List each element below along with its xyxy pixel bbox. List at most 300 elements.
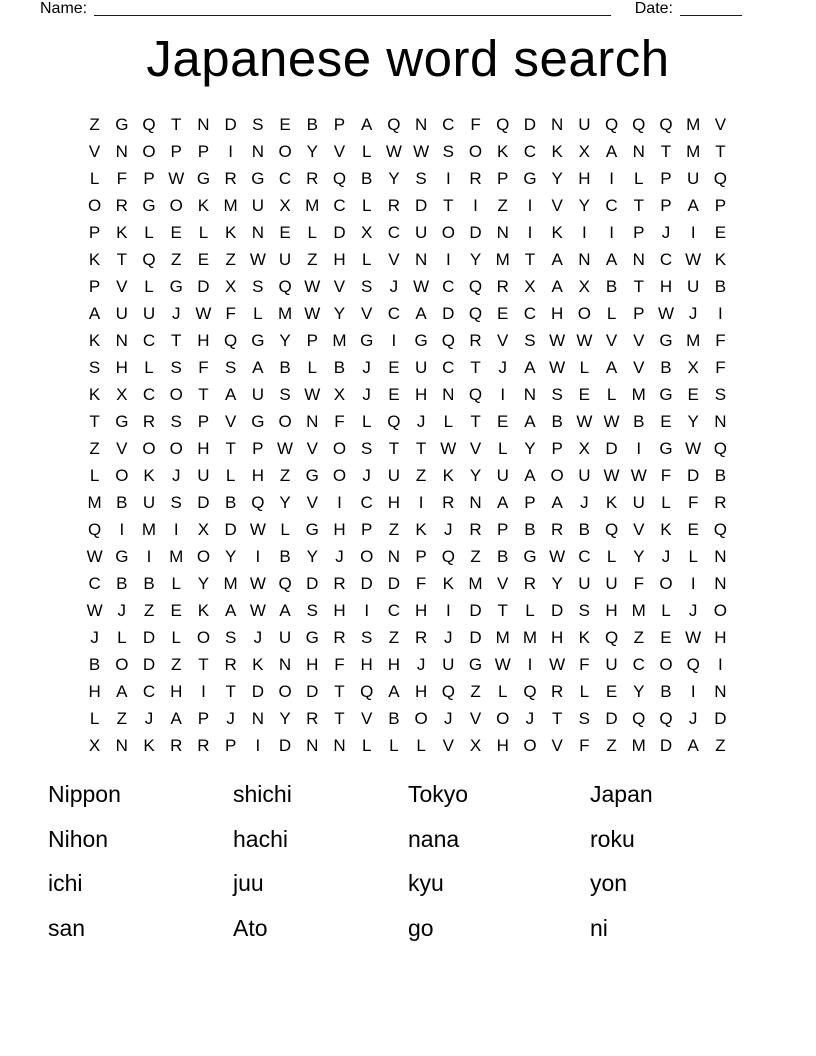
grid-cell: U xyxy=(442,655,455,674)
grid-cell: Q xyxy=(224,331,238,350)
grid-cell: W xyxy=(86,601,103,620)
grid-cell: S xyxy=(361,439,373,458)
grid-cell: L xyxy=(606,304,617,323)
grid-cell: S xyxy=(578,601,591,620)
word-list xyxy=(48,772,768,951)
word-list-item: san xyxy=(48,914,86,941)
grid-cell: F xyxy=(660,466,672,485)
grid-cell: R xyxy=(306,169,319,188)
grid-cell: S xyxy=(170,493,182,512)
grid-cell: X xyxy=(578,277,591,296)
grid-cell: L xyxy=(171,628,181,647)
grid-cell: C xyxy=(142,682,156,701)
grid-cell: W xyxy=(494,655,511,674)
grid-cell: M xyxy=(223,196,238,215)
grid-cell: S xyxy=(442,142,454,161)
grid-cell: J xyxy=(416,412,426,431)
grid-cell: S xyxy=(279,385,291,404)
grid-cell: S xyxy=(170,358,182,377)
grid-cell: N xyxy=(442,385,455,404)
grid-cell: Q xyxy=(496,115,510,134)
grid-cell: T xyxy=(633,277,644,296)
grid-cell: N xyxy=(496,223,509,242)
word-list-item: Nihon xyxy=(48,825,109,852)
grid-cell: D xyxy=(197,493,210,512)
grid-cell: U xyxy=(496,466,509,485)
grid-cell: I xyxy=(473,196,478,215)
grid-cell: H xyxy=(88,682,101,701)
grid-cell: H xyxy=(714,628,727,647)
grid-cell: T xyxy=(715,142,726,161)
grid-cell: B xyxy=(388,709,400,728)
grid-cell: K xyxy=(714,250,727,269)
grid-cell: Y xyxy=(469,250,482,269)
grid-cell: O xyxy=(278,142,292,161)
grid-cell: W xyxy=(685,439,702,458)
grid-cell: X xyxy=(578,439,591,458)
grid-cell: E xyxy=(197,250,210,269)
grid-cell: H xyxy=(387,655,401,674)
grid-cell: D xyxy=(605,709,618,728)
grid-cell: C xyxy=(88,574,101,593)
grid-cell: R xyxy=(414,628,428,647)
grid-cell: C xyxy=(360,493,373,512)
grid-cell: Y xyxy=(333,304,346,323)
grid-cell: L xyxy=(579,682,590,701)
grid-cell: O xyxy=(523,736,537,755)
grid-cell: U xyxy=(578,574,591,593)
grid-cell: N xyxy=(387,547,401,566)
grid-cell: R xyxy=(551,682,564,701)
grid-cell: U xyxy=(687,277,700,296)
date-label: Date: xyxy=(634,0,673,17)
grid-cell: R xyxy=(224,169,237,188)
grid-cell: U xyxy=(278,628,292,647)
grid-cell: R xyxy=(333,574,346,593)
grid-cell: C xyxy=(659,250,673,269)
grid-cell: Y xyxy=(306,142,318,161)
grid-cell: W xyxy=(277,439,294,458)
grid-cell: S xyxy=(306,601,318,620)
grid-cell: Q xyxy=(604,115,619,134)
grid-cell: R xyxy=(496,277,509,296)
grid-cell: M xyxy=(468,574,483,593)
grid-cell: K xyxy=(252,655,264,674)
grid-cell: E xyxy=(170,601,182,620)
grid-cell: D xyxy=(224,520,237,539)
grid-cell: W xyxy=(195,304,212,323)
grid-cell: I xyxy=(255,736,261,755)
grid-cell: L xyxy=(361,142,372,161)
grid-cell: H xyxy=(496,736,509,755)
grid-cell: A xyxy=(170,709,182,728)
grid-cell: R xyxy=(551,520,564,539)
grid-cell: K xyxy=(143,736,155,755)
grid-cell: O xyxy=(332,466,347,485)
grid-cell: T xyxy=(171,331,182,350)
grid-cell: Z xyxy=(470,547,481,566)
grid-cell: O xyxy=(332,439,347,458)
grid-cell: B xyxy=(224,493,237,512)
grid-cell: H xyxy=(659,277,673,296)
grid-cell: Z xyxy=(715,736,726,755)
grid-cell: R xyxy=(469,520,482,539)
grid-cell: D xyxy=(306,682,319,701)
grid-cell: R xyxy=(442,493,455,512)
grid-cell: Q xyxy=(251,493,265,512)
grid-cell: H xyxy=(578,169,591,188)
grid-cell: B xyxy=(497,547,509,566)
grid-cell: I xyxy=(445,250,451,269)
grid-cell: M xyxy=(686,115,701,134)
grid-cell: W xyxy=(440,439,457,458)
grid-cell: F xyxy=(633,574,644,593)
grid-cell: M xyxy=(169,547,184,566)
grid-cell: X xyxy=(687,358,699,377)
grid-cell: Y xyxy=(524,439,536,458)
grid-cell: D xyxy=(414,196,428,215)
grid-cell: L xyxy=(253,304,263,323)
grid-cell: Q xyxy=(387,115,401,134)
grid-cell: J xyxy=(688,601,698,620)
grid-cell: Y xyxy=(633,682,645,701)
grid-cell: O xyxy=(713,601,727,620)
grid-cell: S xyxy=(524,331,536,350)
grid-cell: M xyxy=(332,331,347,350)
grid-cell: O xyxy=(278,412,292,431)
grid-cell: Q xyxy=(604,520,619,539)
grid-cell: Z xyxy=(279,466,291,485)
grid-cell: F xyxy=(715,358,726,377)
grid-cell: A xyxy=(361,115,373,134)
grid-cell: R xyxy=(170,736,183,755)
grid-cell: A xyxy=(687,736,699,755)
grid-cell: H xyxy=(197,439,210,458)
grid-cell: H xyxy=(605,601,618,620)
grid-cell: H xyxy=(333,520,346,539)
grid-cell: G xyxy=(115,412,129,431)
grid-cell: V xyxy=(306,493,318,512)
grid-cell: O xyxy=(659,574,673,593)
grid-cell: V xyxy=(714,115,727,134)
grid-cell: F xyxy=(415,574,427,593)
word-list-item: Japan xyxy=(590,780,653,807)
grid-cell: Y xyxy=(197,574,210,593)
grid-cell: Y xyxy=(388,169,400,188)
grid-cell: C xyxy=(387,304,401,323)
grid-cell: K xyxy=(143,466,155,485)
grid-cell: A xyxy=(252,358,264,377)
grid-cell: B xyxy=(116,493,128,512)
grid-cell: F xyxy=(334,412,345,431)
grid-cell: A xyxy=(388,682,400,701)
grid-cell: B xyxy=(279,358,291,377)
grid-cell: F xyxy=(715,331,726,350)
grid-cell: V xyxy=(442,736,454,755)
grid-cell: R xyxy=(387,196,401,215)
grid-cell: F xyxy=(687,493,699,512)
grid-cell: A xyxy=(687,196,699,215)
grid-cell: L xyxy=(606,547,617,566)
grid-cell: P xyxy=(660,169,672,188)
grid-cell: Y xyxy=(224,547,237,566)
grid-cell: V xyxy=(88,142,101,161)
grid-cell: S xyxy=(252,115,264,134)
grid-cell: O xyxy=(169,439,183,458)
grid-cell: J xyxy=(362,385,371,404)
grid-cell: I xyxy=(609,223,614,242)
grid-cell: Y xyxy=(578,196,591,215)
grid-cell: O xyxy=(196,547,211,566)
grid-cell: W xyxy=(685,250,702,269)
word-list-item: nana xyxy=(408,825,460,852)
grid-cell: O xyxy=(196,628,211,647)
grid-cell: J xyxy=(661,223,671,242)
worksheet-header xyxy=(40,0,742,20)
grid-cell: Q xyxy=(632,115,646,134)
grid-cell: G xyxy=(414,331,428,350)
grid-cell: Q xyxy=(713,520,727,539)
grid-cell: N xyxy=(714,574,727,593)
grid-cell: L xyxy=(280,520,290,539)
grid-cell: B xyxy=(306,115,318,134)
grid-cell: G xyxy=(251,169,265,188)
grid-cell: T xyxy=(334,682,345,701)
grid-cell: Q xyxy=(713,439,727,458)
grid-cell: O xyxy=(496,709,510,728)
grid-cell: L xyxy=(89,709,100,728)
grid-cell: Q xyxy=(332,169,347,188)
grid-cell: K xyxy=(660,520,672,539)
grid-cell: A xyxy=(524,466,536,485)
grid-cell: P xyxy=(170,142,182,161)
grid-cell: O xyxy=(169,385,183,404)
grid-cell: E xyxy=(660,628,672,647)
grid-cell: K xyxy=(578,628,591,647)
grid-cell: B xyxy=(88,655,101,674)
grid-cell: J xyxy=(661,547,671,566)
grid-cell: T xyxy=(443,196,454,215)
grid-cell: K xyxy=(415,520,427,539)
grid-cell: G xyxy=(251,412,265,431)
grid-cell: O xyxy=(414,709,428,728)
grid-cell: A xyxy=(415,304,427,323)
grid-cell: T xyxy=(225,439,236,458)
grid-cell: K xyxy=(442,574,454,593)
grid-cell: D xyxy=(605,439,618,458)
grid-cell: M xyxy=(686,331,701,350)
grid-cell: O xyxy=(142,142,156,161)
grid-cell: C xyxy=(387,601,401,620)
grid-cell: C xyxy=(632,655,645,674)
grid-cell: D xyxy=(687,466,700,485)
grid-cell: Q xyxy=(468,385,483,404)
grid-cell: W xyxy=(168,169,185,188)
grid-cell: Y xyxy=(279,493,291,512)
grid-cell: S xyxy=(361,628,373,647)
grid-cell: J xyxy=(171,466,181,485)
grid-cell: D xyxy=(551,601,564,620)
grid-cell: T xyxy=(633,196,644,215)
grid-cell: W xyxy=(249,601,266,620)
grid-cell: L xyxy=(361,412,372,431)
grid-cell: Q xyxy=(142,115,156,134)
grid-cell: H xyxy=(414,601,428,620)
grid-cell: I xyxy=(173,520,179,539)
grid-cell: Q xyxy=(87,520,102,539)
grid-cell: A xyxy=(88,304,101,323)
letter-grid xyxy=(81,111,734,759)
grid-cell: L xyxy=(89,466,100,485)
grid-cell: R xyxy=(523,574,537,593)
grid-cell: R xyxy=(469,331,482,350)
grid-cell: J xyxy=(362,466,371,485)
grid-cell: V xyxy=(116,277,128,296)
grid-cell: L xyxy=(443,412,454,431)
grid-cell: J xyxy=(90,628,99,647)
grid-cell: P xyxy=(551,439,563,458)
word-list-item: Nippon xyxy=(48,780,121,807)
word-list-item: go xyxy=(408,914,434,941)
grid-cell: V xyxy=(333,142,346,161)
grid-cell: V xyxy=(497,331,509,350)
grid-cell: V xyxy=(361,304,373,323)
grid-cell: F xyxy=(334,655,345,674)
grid-cell: Z xyxy=(388,520,400,539)
grid-cell: E xyxy=(578,385,591,404)
grid-cell: X xyxy=(116,385,128,404)
grid-cell: Q xyxy=(441,331,455,350)
grid-cell: K xyxy=(88,250,101,269)
grid-cell: K xyxy=(497,142,509,161)
grid-cell: D xyxy=(224,115,237,134)
grid-cell: G xyxy=(115,547,129,566)
grid-cell: W xyxy=(249,574,266,593)
grid-cell: I xyxy=(119,520,125,539)
grid-cell: J xyxy=(226,709,235,728)
grid-cell: H xyxy=(551,628,564,647)
grid-cell: G xyxy=(305,628,319,647)
grid-cell: N xyxy=(115,142,128,161)
grid-cell: A xyxy=(224,601,237,620)
grid-cell: Q xyxy=(360,682,374,701)
grid-cell: N xyxy=(714,682,727,701)
grid-cell: L xyxy=(117,628,127,647)
grid-cell: S xyxy=(361,277,373,296)
grid-cell: M xyxy=(495,628,510,647)
grid-cell: L xyxy=(361,250,372,269)
grid-cell: J xyxy=(253,628,263,647)
grid-cell: W xyxy=(249,250,266,269)
grid-cell: Q xyxy=(604,628,619,647)
grid-cell: T xyxy=(116,250,127,269)
grid-cell: P xyxy=(660,196,672,215)
grid-cell: X xyxy=(524,277,536,296)
grid-cell: W xyxy=(385,142,402,161)
grid-cell: H xyxy=(414,385,428,404)
grid-cell: U xyxy=(278,250,292,269)
grid-cell: I xyxy=(690,574,696,593)
grid-cell: N xyxy=(306,736,319,755)
grid-cell: O xyxy=(278,682,292,701)
grid-cell: W xyxy=(304,385,321,404)
grid-cell: E xyxy=(687,385,699,404)
grid-cell: Z xyxy=(307,250,318,269)
grid-cell: H xyxy=(197,331,210,350)
grid-cell: N xyxy=(115,331,128,350)
grid-cell: F xyxy=(579,736,590,755)
grid-cell: V xyxy=(224,412,237,431)
grid-cell: J xyxy=(444,520,453,539)
grid-cell: I xyxy=(146,547,152,566)
grid-cell: L xyxy=(661,601,671,620)
grid-cell: I xyxy=(609,169,614,188)
grid-cell: H xyxy=(170,682,183,701)
grid-cell: H xyxy=(251,466,264,485)
grid-cell: L xyxy=(171,574,181,593)
grid-cell: O xyxy=(659,655,673,674)
grid-cell: J xyxy=(362,358,371,377)
grid-cell: S xyxy=(224,628,237,647)
grid-cell: D xyxy=(306,574,319,593)
grid-cell: V xyxy=(633,358,645,377)
grid-cell: D xyxy=(278,736,292,755)
grid-cell: P xyxy=(143,169,155,188)
word-list-item: Ato xyxy=(233,914,268,941)
grid-cell: G xyxy=(305,466,319,485)
grid-cell: Q xyxy=(713,169,727,188)
grid-cell: Q xyxy=(278,574,292,593)
grid-cell: A xyxy=(605,142,618,161)
grid-cell: W xyxy=(576,412,593,431)
grid-cell: N xyxy=(251,709,264,728)
grid-cell: J xyxy=(580,493,589,512)
grid-cell: L xyxy=(307,223,317,242)
grid-cell: R xyxy=(306,709,319,728)
grid-cell: J xyxy=(525,709,535,728)
grid-cell: U xyxy=(142,304,156,323)
grid-cell: S xyxy=(252,277,264,296)
grid-cell: Z xyxy=(633,628,644,647)
grid-cell: W xyxy=(549,358,566,377)
grid-cell: P xyxy=(497,520,509,539)
grid-cell: D xyxy=(469,628,482,647)
grid-cell: D xyxy=(142,628,156,647)
grid-cell: L xyxy=(225,466,236,485)
grid-cell: B xyxy=(660,682,672,701)
grid-cell: H xyxy=(333,250,346,269)
grid-cell: S xyxy=(170,412,182,431)
grid-cell: S xyxy=(551,385,563,404)
grid-cell: J xyxy=(144,709,154,728)
grid-cell: O xyxy=(87,196,102,215)
grid-cell: L xyxy=(144,358,154,377)
grid-cell: N xyxy=(333,736,346,755)
grid-cell: U xyxy=(578,466,591,485)
grid-cell: M xyxy=(522,628,538,647)
word-list-item: ichi xyxy=(48,870,83,897)
grid-cell: I xyxy=(690,223,696,242)
grid-cell: J xyxy=(416,655,426,674)
word-list-item: Tokyo xyxy=(408,780,469,807)
grid-cell: I xyxy=(527,223,533,242)
grid-cell: G xyxy=(659,385,673,404)
grid-cell: E xyxy=(687,520,699,539)
grid-cell: T xyxy=(334,709,345,728)
grid-cell: E xyxy=(388,385,400,404)
grid-cell: I xyxy=(201,682,206,701)
grid-cell: T xyxy=(198,385,209,404)
